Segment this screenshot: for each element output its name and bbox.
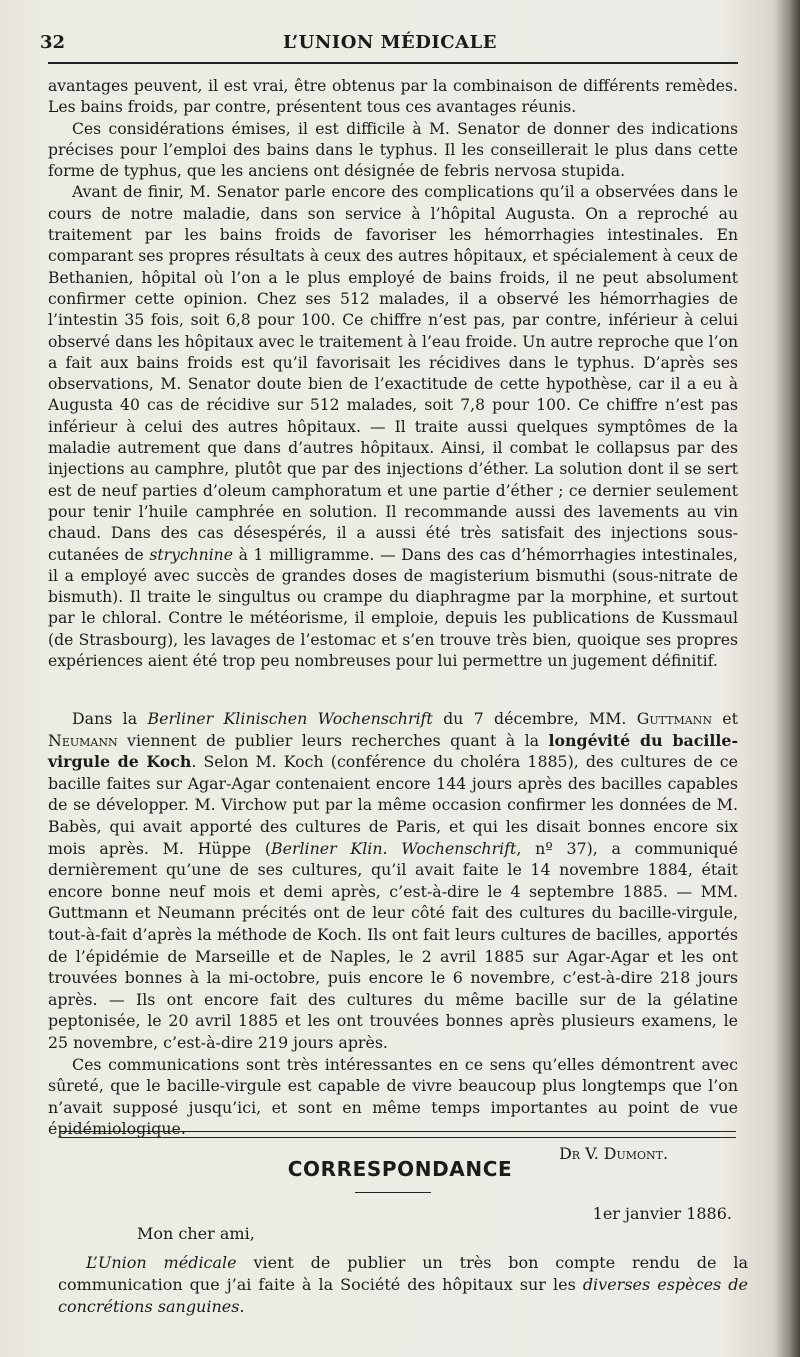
- paragraph: [48, 182, 738, 672]
- signature: Dr V. Dumont.: [559, 1143, 668, 1163]
- italic-term: diverses espèces de concrétions sanguines: [58, 1275, 749, 1316]
- journal-title: L’Union médicale: [86, 1253, 237, 1272]
- paragraph: Ces considérations émises, il est difficile à M. Senator de donner des indications précises pour l’emploi des bains dans le typhus. Il les conseillerait le plus dans cette forme de typhus, que les anciens ont désignée de febris nervosa stupida.: [48, 119, 738, 181]
- title-underline: [355, 1192, 431, 1193]
- paragraph: Ces communications sont très intéressantes en ce sens qu’elles démontrent avec sûreté, que le bacille-virgule est capable de vivre beaucoup plus longtemps que l’on n’avait supposé jusqu’ici, et sont en même temps importantes au point de vue épidémiologique.: [48, 1054, 738, 1139]
- paragraph: avantages peuvent, il est vrai, être obtenus par la combinaison de différents remèdes. Les bains froids, par contre, présentent tous ces avantages réunis.: [48, 77, 738, 117]
- text-run: , nº 37), a communiqué dernièrement qu’une de ses cultures, qu’il avait faite le 14 novembre 1884, était encore bonne neuf mois et demi après, c’est-à-dire le 4 septembre 1885. — MM. Guttmann et Neumann précités ont de leur côté fait des cultures du bacille-virgule, tout-à-fait d’après la méthode de Koch. Ils ont fait leurs cultures de bacilles, apportés de l’épidémie de Marseille et de Naples, le 2 avril 1885 sur Agar-Agar et les ont trouvées bonnes à la mi-octobre, puis encore le 6 novembre, c’est-à-dire 218 jours après. — Ils ont encore fait des cultures du même bacille sur de la gélatine peptonisée, le 20 avril 1885 et les ont trouvées bonnes après plusieurs examens, le 25 novembre, c’est-à-dire 219 jours après.: [48, 838, 738, 1052]
- running-title: L’UNION MÉDICALE: [283, 32, 497, 53]
- text-run: . Selon M. Koch (conférence du choléra 1885), des cultures de ce bacille faites sur Agar-Agar contenaient encore 144 jours après des bacilles capables de se développer. M. Virchow put par la même occasion confirmer les données de M. Babès, qui avait apporté des cultures de Paris, et qui les disait bonnes encore six mois après. M. Hüppe (: [48, 752, 739, 858]
- author-name: Guttmann: [636, 709, 712, 728]
- letter-greeting: Mon cher ami,: [137, 1224, 255, 1243]
- paragraph: [48, 708, 738, 1054]
- senator-article-text: [48, 76, 738, 672]
- author-name: Neumann: [48, 730, 118, 750]
- paragraph: [58, 1252, 748, 1318]
- header-rule: [48, 62, 738, 64]
- section-title: CORRESPONDANCE: [287, 1157, 513, 1181]
- bold-topic: longévité du bacille-virgule de Koch: [48, 730, 738, 772]
- italic-term: strychnine: [149, 545, 233, 564]
- letter-text: [58, 1252, 748, 1318]
- text-run: Avant de finir, M. Senator parle encore des complications qu’il a observées dans le cours de notre maladie, dans son service à l’hôpital Augusta. On a reproché au traitement par les bains froids de favoriser les hémorrhagies intestinales. En comparant ses propres résultats à ceux des autres hôpitaux, et spécialement à ceux de Bethanien, hôpital où l’on a le plus employé de bains froids, il ne peut absolument confirmer cette opinion. Chez ses 512 malades, il a observé les hémorrhagies de l’intestin 35 fois, soit 6,8 pour 100. Ce chiffre n’est pas, par contre, inférieur à celui observé dans les hôpitaux avec le traitement à l’eau froide. Un autre reproche que l’on a fait aux bains froids est qu’il favorisait les récidives dans le typhus. D’après ses observations, M. Senator doute bien de l’exactitude de cette hypothèse, car il a eu à Augusta 40 cas de récidive sur 512 malades, soit 7,8 pour 100. Ce chiffre n’est pas inférieur à celui des autres hôpitaux. — Il traite aussi quelques symptômes de la maladie autrement que dans d’autres hôpitaux. Ainsi, il combat le collapsus par des injections au camphre, plutôt que par des injections d’éther. La solution dont il se sert est de neuf parties d’oleum camphoratum et une partie d’éther ; ce dernier seulement pour tenir l’huile camphrée en solution. Il recommande aussi des lavements au vin chaud. Dans des cas désespérés, il a aussi été très satisfait des injections sous-cutanées de: [48, 183, 738, 564]
- journal-title: Berliner Klin. Wochenschrift: [271, 838, 517, 858]
- text-run: Dans la: [72, 709, 148, 728]
- section-divider: [60, 1131, 736, 1138]
- journal-title: Berliner Klinischen Wochenschrift: [147, 709, 433, 728]
- bacille-article-text: [48, 708, 738, 1161]
- text-run: à 1 milligramme. — Dans des cas d’hémorrhagies intestinales, il a employé avec succès de grandes doses de magisterium bismuthi (sous-nitrate de bismuth). Il traite le singultus ou crampe du diaphragme par la morphine, et surtout par le chloral. Contre le météorisme, il emploie, depuis les publications de Kussmaul (de Strasbourg), les lavages de l’estomac et s’en trouve très bien, quoique ses propres expériences aient été trop peu nombreuses pour lui permettre un jugement définitif.: [48, 545, 739, 671]
- text-run: et: [711, 709, 739, 728]
- book-spine-shadow: [772, 0, 800, 1357]
- text-run: du 7 décembre, MM.: [432, 709, 637, 728]
- page-number: 32: [40, 32, 66, 53]
- text-run: viennent de publier leurs recherches quant à la: [117, 730, 549, 750]
- page-header: [40, 32, 740, 58]
- text-run: .: [239, 1297, 245, 1316]
- text-run: vient de publier un très bon compte rendu de la communication que j’ai faite à la Société des hôpitaux sur les: [58, 1253, 748, 1294]
- letter-date: 1er janvier 1886.: [592, 1204, 732, 1223]
